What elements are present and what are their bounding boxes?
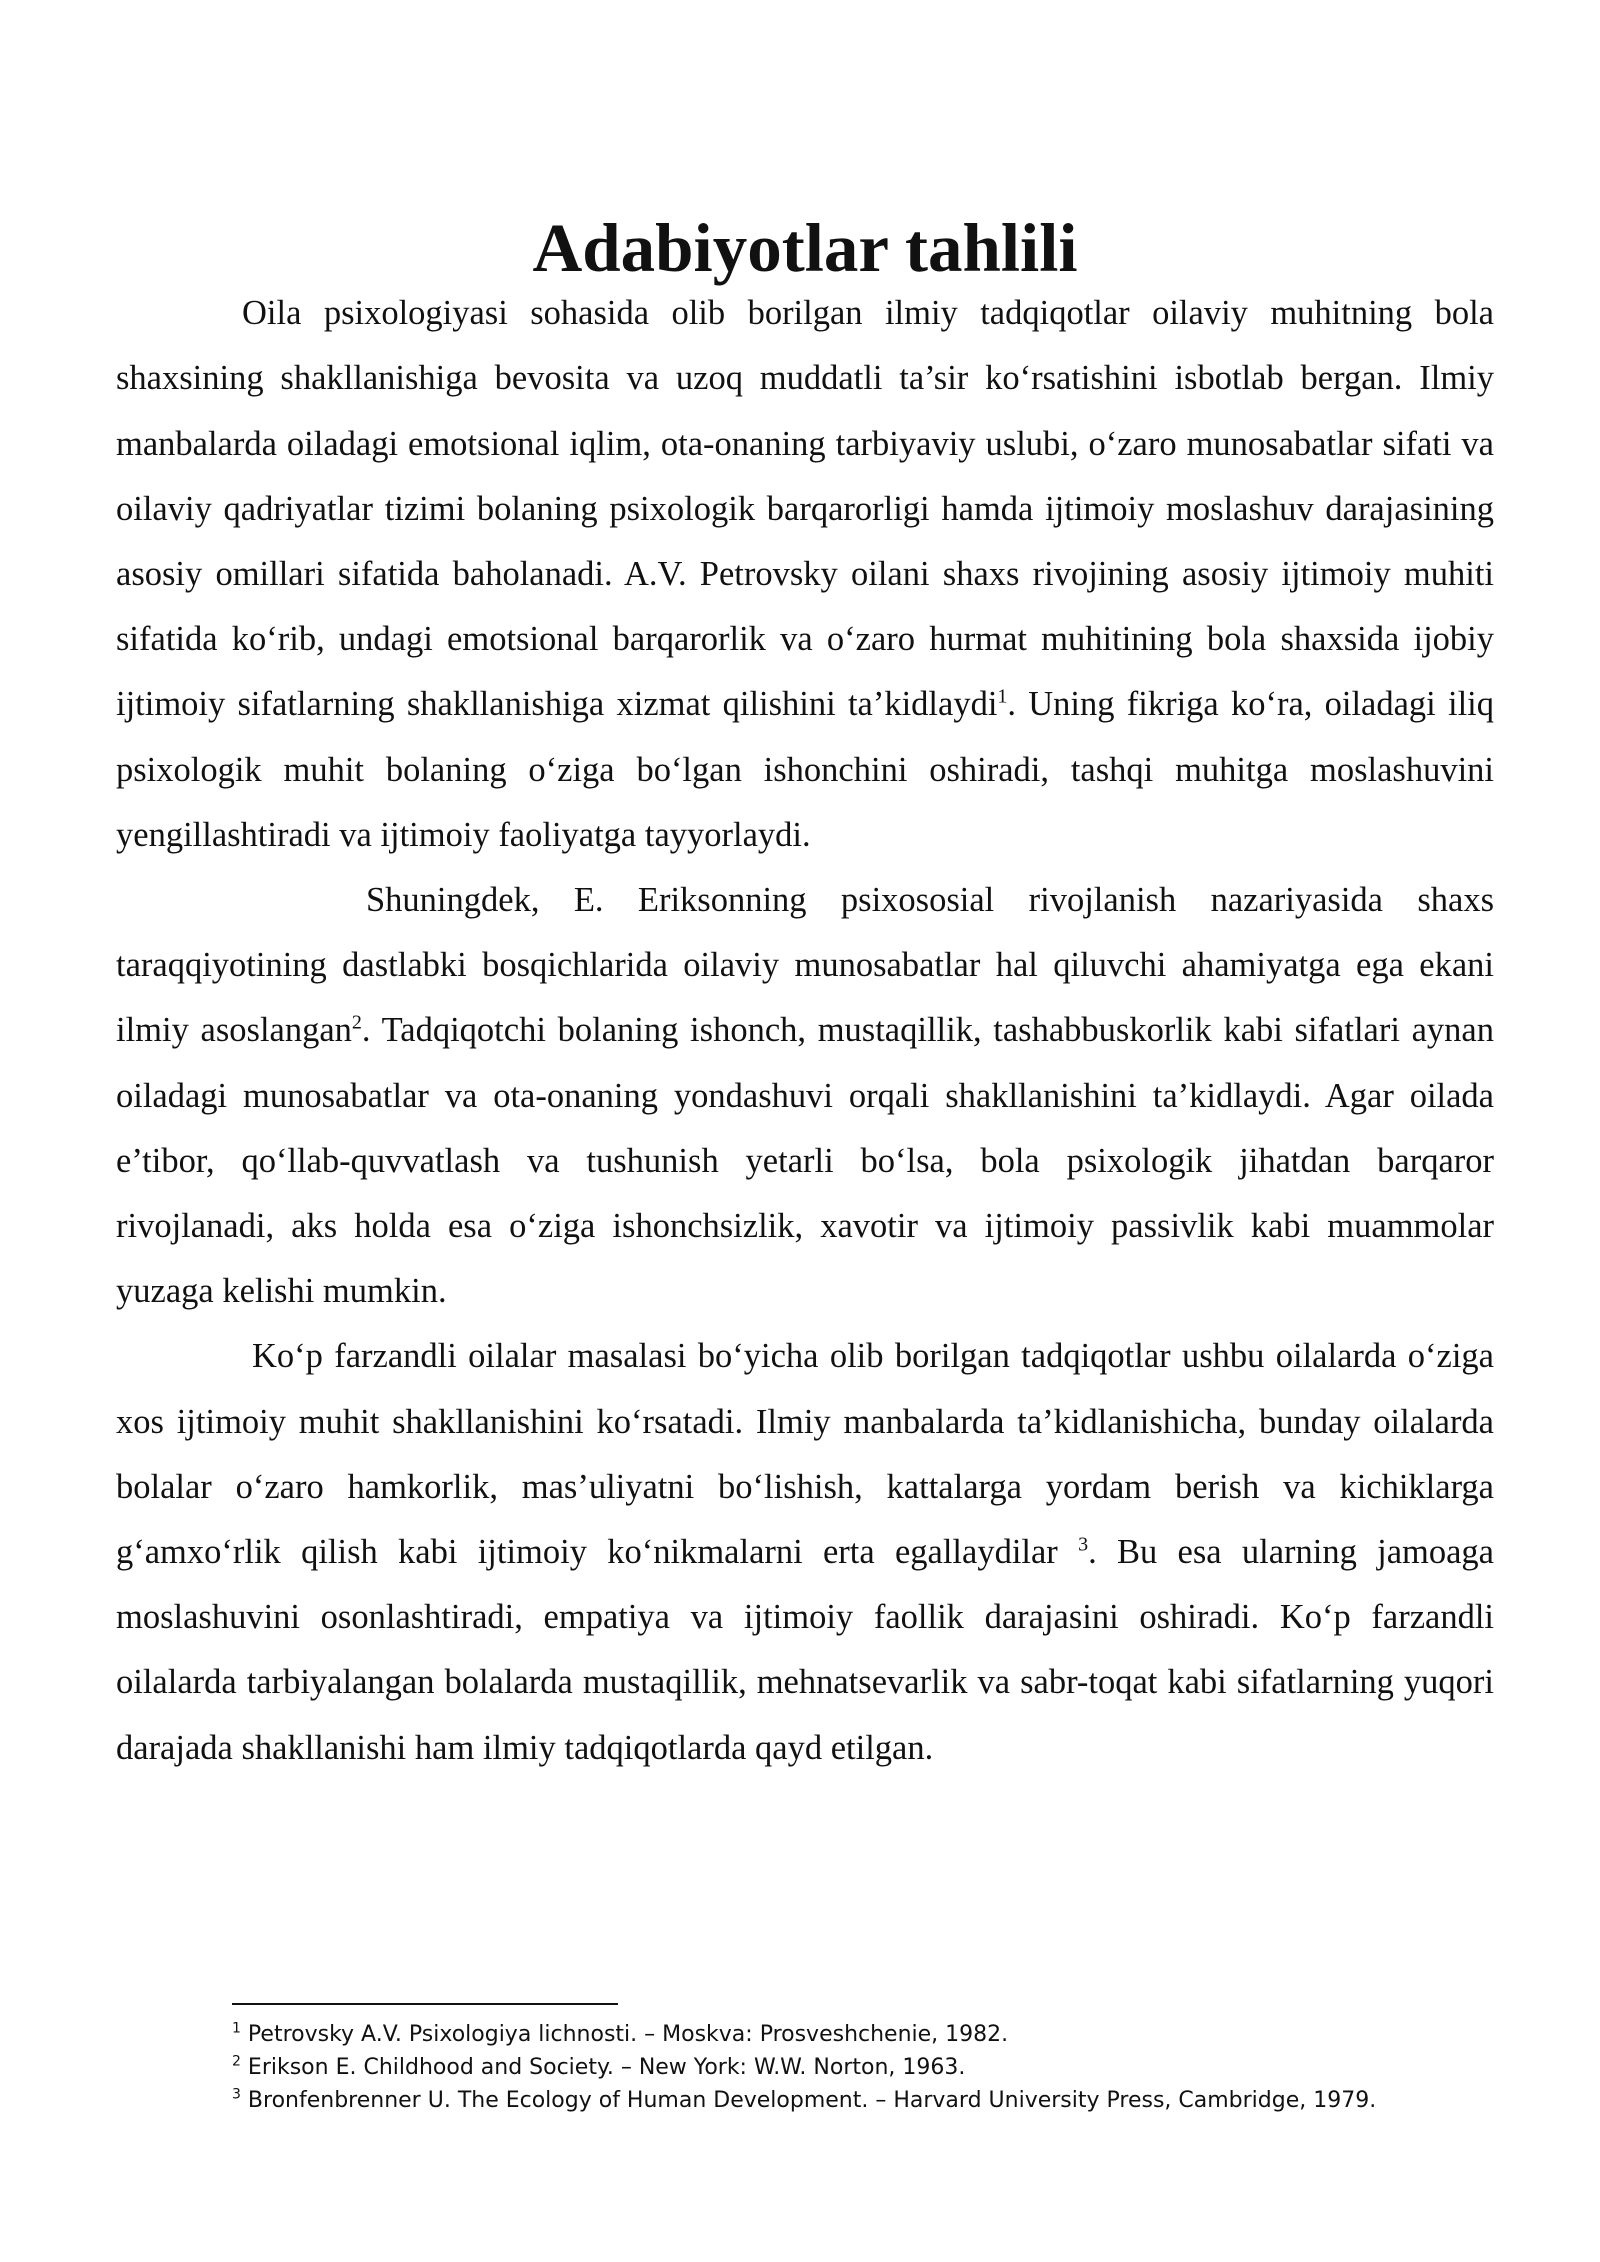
paragraph-1-text-b: . Uning fikriga ko‘ra, oiladagi iliq psixologik muhit bolaning o‘ziga bo‘lgan ishonchini oshiradi, tashqi muhitga moslashuvini yengillashtiradi va ijtimoiy faoliyatga tayyorlaydi.	[116, 685, 1494, 854]
paragraph-3	[116, 1324, 1494, 1780]
footnote-ref-2: 2	[351, 1011, 362, 1034]
paragraph-2-text-a: Shuningdek, E. Eriksonning psixososial rivojlanish nazariyasida shaxs taraqqiyotining dastlabki bosqichlarida oilaviy munosabatlar hal qiluvchi ahamiyatga ega ekani ilmiy asoslangan	[116, 881, 1494, 1050]
document-body	[116, 210, 1494, 1781]
paragraph-2-text-b: . Tadqiqotchi bolaning ishonch, mustaqillik, tashabbuskorlik kabi sifatlari aynan oiladagi munosabatlar va ota-onaning yondashuvi orqali shakllanishini ta’kidlaydi. Agar oilada e’tibor, qo‘llab-quvvatlash va tushunish yetarli bo‘lsa, bola psixologik jihatdan barqaror rivojlanadi, aks holda esa o‘ziga ishonchsizlik, xavotir va ijtimoiy passivlik kabi muammolar yuzaga kelishi mumkin.	[116, 1011, 1494, 1311]
paragraph-3-text-a: Ko‘p farzandli oilalar masalasi bo‘yicha olib borilgan tadqiqotlar ushbu oilalarda o‘ziga xos ijtimoiy muhit shakllanishini ko‘rsatadi. Ilmiy manbalarda ta’kidlanishicha, bunday oilalarda bolalar o‘zaro hamkorlik, mas’uliyatni bo‘lishish, kattalarga yordam berish va kichiklarga g‘amxo‘rlik qilish kabi ijtimoiy ko‘nikmalarni erta egallaydilar	[116, 1337, 1494, 1572]
footnote-3-number: 3	[232, 2086, 241, 2103]
paragraph-1-text-a: Oila psixologiyasi sohasida olib borilgan ilmiy tadqiqotlar oilaviy muhitning bola shaxsining shakllanishiga bevosita va uzoq muddatli ta’sir ko‘rsatishini isbotlab bergan. Ilmiy manbalarda oiladagi emotsional iqlim, ota-onaning tarbiyaviy uslubi, o‘zaro munosabatlar sifati va oilaviy qadriyatlar tizimi bolaning psixologik barqarorligi hamda ijtimoiy moslashuv darajasining asosiy omillari sifatida baholanadi. A.V. Petrovsky oilani shaxs rivojining asosiy ijtimoiy muhiti sifatida ko‘rib, undagi emotsional barqarorlik va o‘zaro hurmat muhitining bola shaxsida ijobiy ijtimoiy sifatlarning shakllanishiga xizmat qilishini ta’kidlaydi	[116, 294, 1494, 724]
footnote-1-number: 1	[232, 2020, 241, 2037]
paragraph-3-text-b: . Bu esa ularning jamoaga moslashuvini osonlashtiradi, empatiya va ijtimoiy faollik darajasini oshiradi. Ko‘p farzandli oilalarda tarbiyalangan bolalarda mustaqillik, mehnatsevarlik va sabr-toqat kabi sifatlarning yuqori darajada shakllanishi ham ilmiy tadqiqotlarda qayd etilgan.	[116, 1533, 1494, 1767]
footnote-2-number: 2	[232, 2053, 241, 2070]
footnote-ref-3: 3	[1078, 1533, 1089, 1556]
footnote-2-text: Erikson E. Childhood and Society. – New York: W.W. Norton, 1963.	[247, 2055, 966, 2080]
footnote-3	[232, 2084, 1472, 2117]
footnotes	[232, 2018, 1472, 2117]
footnote-1-text: Petrovsky A.V. Psixologiya lichnosti. – Moskva: Prosveshchenie, 1982.	[247, 2022, 1009, 2047]
footnote-ref-1: 1	[997, 685, 1008, 708]
footnote-1	[232, 2018, 1472, 2051]
footnote-separator	[232, 2003, 618, 2005]
paragraph-2	[116, 868, 1494, 1324]
footnote-3-text: Bronfenbrenner U. The Ecology of Human Development. – Harvard University Press, Cambridge, 1979.	[247, 2088, 1377, 2113]
footnote-2	[232, 2051, 1472, 2084]
paragraph-1	[116, 281, 1494, 868]
section-title: Adabiyotlar tahlili	[532, 210, 1078, 286]
